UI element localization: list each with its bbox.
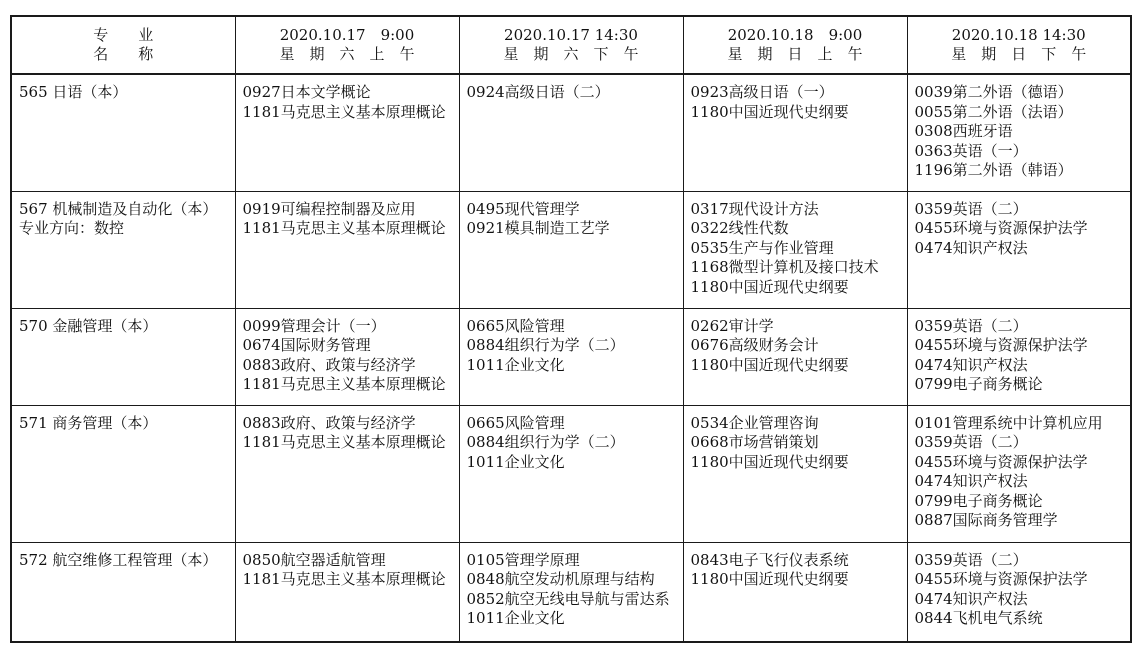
course-item: 0924高级日语（二） [466,83,610,101]
session-cell [683,191,907,308]
course-item: 1011企业文化 [466,355,565,374]
course-item: 0919可编程控制器及应用 [242,199,416,218]
session-cell [907,74,1131,191]
session-cell [683,308,907,405]
table-row [11,74,1131,191]
session-cell [235,405,459,542]
session-day-label: 星 期 六 上 午 [279,45,415,63]
course-item: 0474知识产权法 [914,355,1028,374]
session-date: 2020.10.17 14:30 [504,26,638,44]
course-item: 1180中国近现代史纲要 [690,277,849,296]
course-item: 0474知识产权法 [914,589,1028,608]
session-cell [459,542,683,642]
major-header-line2: 名 称 [93,45,154,63]
course-item: 0455环境与资源保护法学 [914,219,1088,237]
course-item: 0921模具制造工艺学 [466,219,610,237]
course-item: 1011企业文化 [466,452,565,471]
session-day-label: 星 期 日 下 午 [951,45,1087,63]
table-row [11,191,1131,308]
session-cell [459,405,683,542]
major-name: 571 商务管理（本） [19,413,158,432]
major-cell [11,191,235,308]
session-header-2 [459,16,683,74]
course-item: 0099管理会计（一） [242,316,386,335]
session-header-3 [683,16,907,74]
session-header-1 [235,16,459,74]
course-item: 0359英语（二） [914,550,1028,569]
course-item: 1181马克思主义基本原理概论 [242,102,446,121]
major-cell [11,74,235,191]
course-item: 0262审计学 [690,316,774,335]
course-item: 0359英语（二） [914,316,1028,335]
course-item: 0843电子飞行仪表系统 [690,550,849,569]
major-name: 572 航空维修工程管理（本） [19,550,218,569]
course-item: 1181马克思主义基本原理概论 [242,570,446,588]
course-item: 0676高级财务会计 [690,336,819,354]
session-cell [907,308,1131,405]
session-cell [683,542,907,642]
course-item: 0799电子商务概论 [914,491,1043,510]
course-item: 0883政府、政策与经济学 [242,355,416,374]
session-cell [235,542,459,642]
course-item: 0455环境与资源保护法学 [914,570,1088,588]
course-item: 0799电子商务概论 [914,375,1043,393]
course-item: 0674国际财务管理 [242,336,371,354]
session-cell [907,191,1131,308]
course-item: 1180中国近现代史纲要 [690,355,849,374]
major-cell [11,542,235,642]
course-item: 0055第二外语（法语） [914,102,1073,121]
course-item: 0844飞机电气系统 [914,609,1043,627]
session-day-label: 星 期 六 下 午 [503,45,639,63]
course-item: 0359英语（二） [914,433,1028,451]
table-body [11,74,1131,642]
course-item: 0317现代设计方法 [690,199,819,218]
course-item: 0534企业管理咨询 [690,413,819,432]
table-row [11,308,1131,405]
session-cell [459,191,683,308]
major-name: 专业方向：数控 [19,219,125,237]
course-item: 0363英语（一） [914,141,1028,160]
major-name: 565 日语（本） [19,83,128,101]
major-header-line1: 专 业 [93,26,154,44]
course-item: 0039第二外语（德语） [914,83,1073,101]
course-item: 0887国际商务管理学 [914,511,1058,529]
course-item: 0322线性代数 [690,219,789,237]
course-item: 0455环境与资源保护法学 [914,452,1088,471]
header-row [11,16,1131,74]
course-item: 1180中国近现代史纲要 [690,102,849,121]
major-name: 570 金融管理（本） [19,316,158,335]
course-item: 0665风险管理 [466,316,565,335]
course-item: 0535生产与作业管理 [690,238,834,257]
session-cell [683,405,907,542]
course-item: 0665风险管理 [466,413,565,432]
session-cell [235,308,459,405]
course-item: 1196第二外语（韩语） [914,161,1073,179]
course-item: 0101管理系统中计算机应用 [914,413,1103,432]
session-date: 2020.10.18 14:30 [951,26,1086,44]
course-item: 1180中国近现代史纲要 [690,570,849,588]
session-header-4 [907,16,1131,74]
course-item: 0308西班牙语 [914,122,1013,140]
course-item: 0474知识产权法 [914,472,1028,490]
course-item: 0850航空器适航管理 [242,550,386,569]
course-item: 0884组织行为学（二） [466,433,625,451]
major-cell [11,308,235,405]
course-item: 0883政府、政策与经济学 [242,413,416,432]
course-item: 0495现代管理学 [466,199,580,218]
table-row [11,542,1131,642]
course-item: 1180中国近现代史纲要 [690,452,849,471]
course-item: 1011企业文化 [466,609,565,627]
session-cell [907,542,1131,642]
major-header [11,16,235,74]
session-cell [459,308,683,405]
session-date: 2020.10.17 9:00 [279,26,415,44]
course-item: 1181马克思主义基本原理概论 [242,219,446,237]
course-item: 1181马克思主义基本原理概论 [242,375,446,393]
major-cell [11,405,235,542]
course-item: 0105管理学原理 [466,550,580,569]
course-item: 0884组织行为学（二） [466,336,625,354]
session-cell [683,74,907,191]
session-cell [459,74,683,191]
session-cell [907,405,1131,542]
major-name: 567 机械制造及自动化（本） [19,199,218,218]
course-item: 0848航空发动机原理与结构 [466,570,655,588]
session-cell [235,74,459,191]
course-item: 0923高级日语（一） [690,83,834,101]
session-cell [235,191,459,308]
course-item: 0474知识产权法 [914,238,1028,257]
session-day-label: 星 期 日 上 午 [727,45,863,63]
course-item: 0668市场营销策划 [690,433,819,451]
course-item: 0927日本文学概论 [242,83,371,101]
table-row [11,405,1131,542]
exam-schedule-table [10,15,1132,643]
course-item: 1181马克思主义基本原理概论 [242,433,446,451]
course-item: 1168微型计算机及接口技术 [690,258,879,276]
course-item: 0852航空无线电导航与雷达系 [466,589,670,608]
session-date: 2020.10.18 9:00 [727,26,863,44]
course-item: 0455环境与资源保护法学 [914,336,1088,354]
course-item: 0359英语（二） [914,199,1028,218]
